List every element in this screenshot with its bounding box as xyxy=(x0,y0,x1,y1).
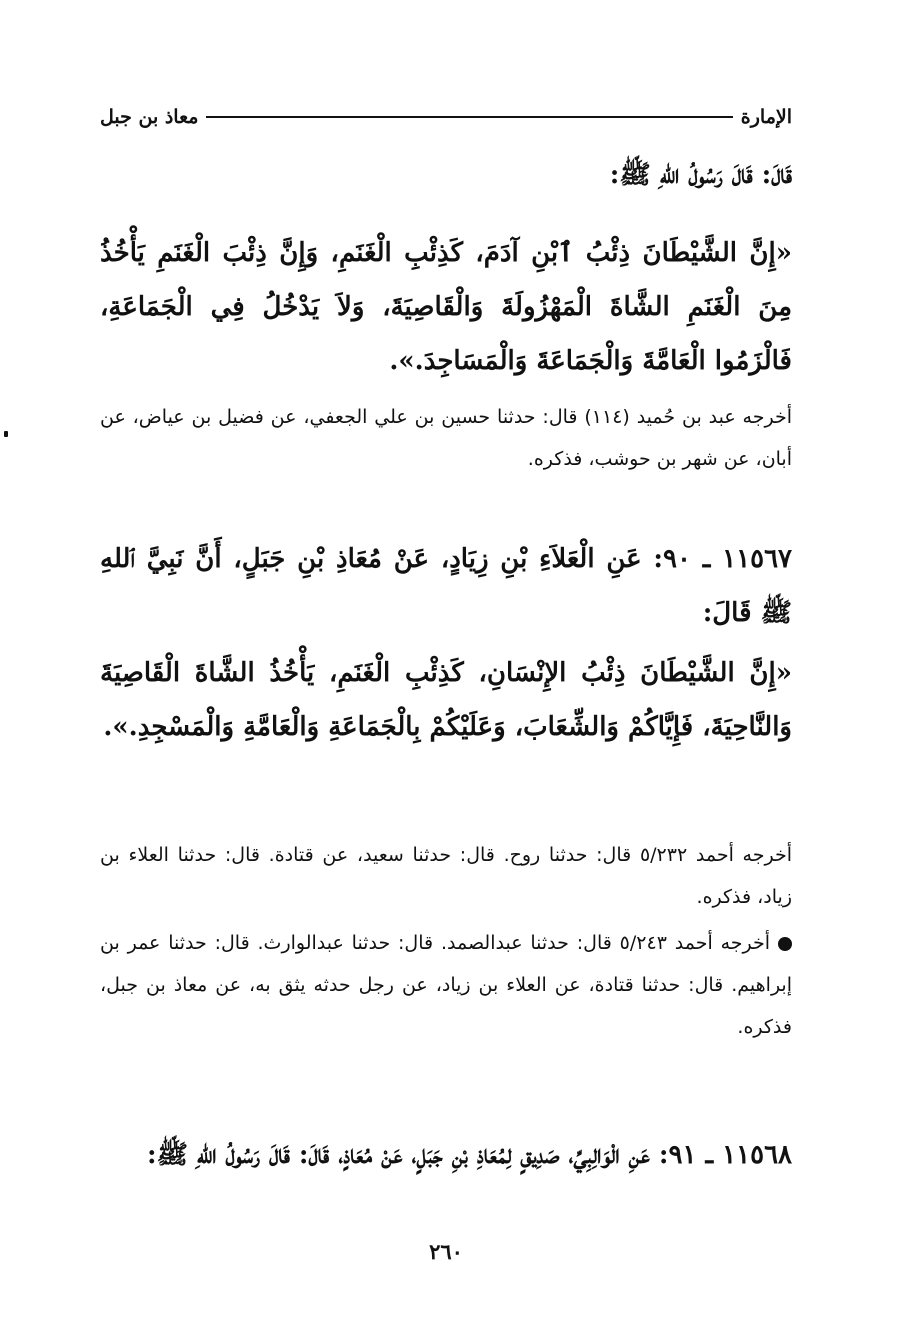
narrator-title: معاذ بن جبل xyxy=(100,106,199,128)
takhrij-2a: أخرجه أحمد ٥/٢٣٢ قال: حدثنا روح. قال: حدثنا سعيد، عن قتادة. قال: حدثنا العلاء بن زياد، فذكره. xyxy=(100,844,792,908)
hadith-intro-2: ١١٥٦٧ ـ ٩٠: عَنِ الْعَلاَءِ بْنِ زِيَادٍ، عَنْ مُعَاذِ بْنِ جَبَلٍ، أَنَّ نَبِيَّ ٱللهِ ﷺ قَالَ: xyxy=(100,544,792,628)
bullet-icon xyxy=(778,937,792,951)
takhrij-2b xyxy=(100,922,792,1048)
running-header xyxy=(100,102,792,132)
hadith-intro-3: ١١٥٦٨ ـ ٩١: عَنِ الْوَالِبِيِّ، صَدِيقٍ لِمُعَاذِ بْنِ جَبَلٍ، عَنْ مُعَاذٍ، قَالَ: قَالَ رَسُولُ اللهِ ﷺ: xyxy=(147,1140,792,1170)
chapter-title: الإمارة xyxy=(740,106,792,128)
margin-mark xyxy=(4,431,8,437)
hadith-text-2: «إِنَّ الشَّيْطَانَ ذِئْبُ الإِنْسَانِ، كَذِئْبِ الْغَنَمِ، يَأْخُذُ الشَّاةَ الْقَاصِيَةَ وَالنَّاحِيَةَ، فَإِيَّاكُمْ وَالشِّعَابَ، وَعَلَيْكُمْ بِالْجَمَاعَةِ وَالْعَامَّةِ وَالْمَسْجِدِ.». xyxy=(100,658,792,742)
header-rule xyxy=(206,116,732,118)
page-number: ٢٦٠ xyxy=(429,1239,463,1264)
hadith-intro-1: قَالَ: قَالَ رَسُولُ اللهِ ﷺ: xyxy=(609,160,792,190)
takhrij-1: أخرجه عبد بن حُميد (١١٤) قال: حدثنا حسين بن علي الجعفي، عن فضيل بن عياض، عن أبان، عن شهر بن حوشب، فذكره. xyxy=(100,406,792,470)
hadith-text-1: «إِنَّ الشَّيْطَانَ ذِئْبُ ٱبْنِ آدَمَ، كَذِئْبِ الْغَنَمِ، وَإِنَّ ذِئْبَ الْغَنَمِ يَأْخُذُ مِنَ الْغَنَمِ الشَّاةَ الْمَهْزُولَةَ وَالْقَاصِيَةَ، وَلاَ يَدْخُلُ فِي الْجَمَاعَةِ، فَالْزَمُوا الْعَامَّةَ وَالْجَمَاعَةَ وَالْمَسَاجِدَ.». xyxy=(100,238,792,376)
takhrij-2b-text: أخرجه أحمد ٥/٢٤٣ قال: حدثنا عبدالصمد. قال: حدثنا عبدالوارث. قال: حدثنا عمر بن إبراهيم. قال: حدثنا قتادة، عن العلاء بن زياد، عن رجل حدثه يثق به، عن معاذ بن جبل، فذكره. xyxy=(100,932,792,1038)
page xyxy=(100,92,792,1292)
